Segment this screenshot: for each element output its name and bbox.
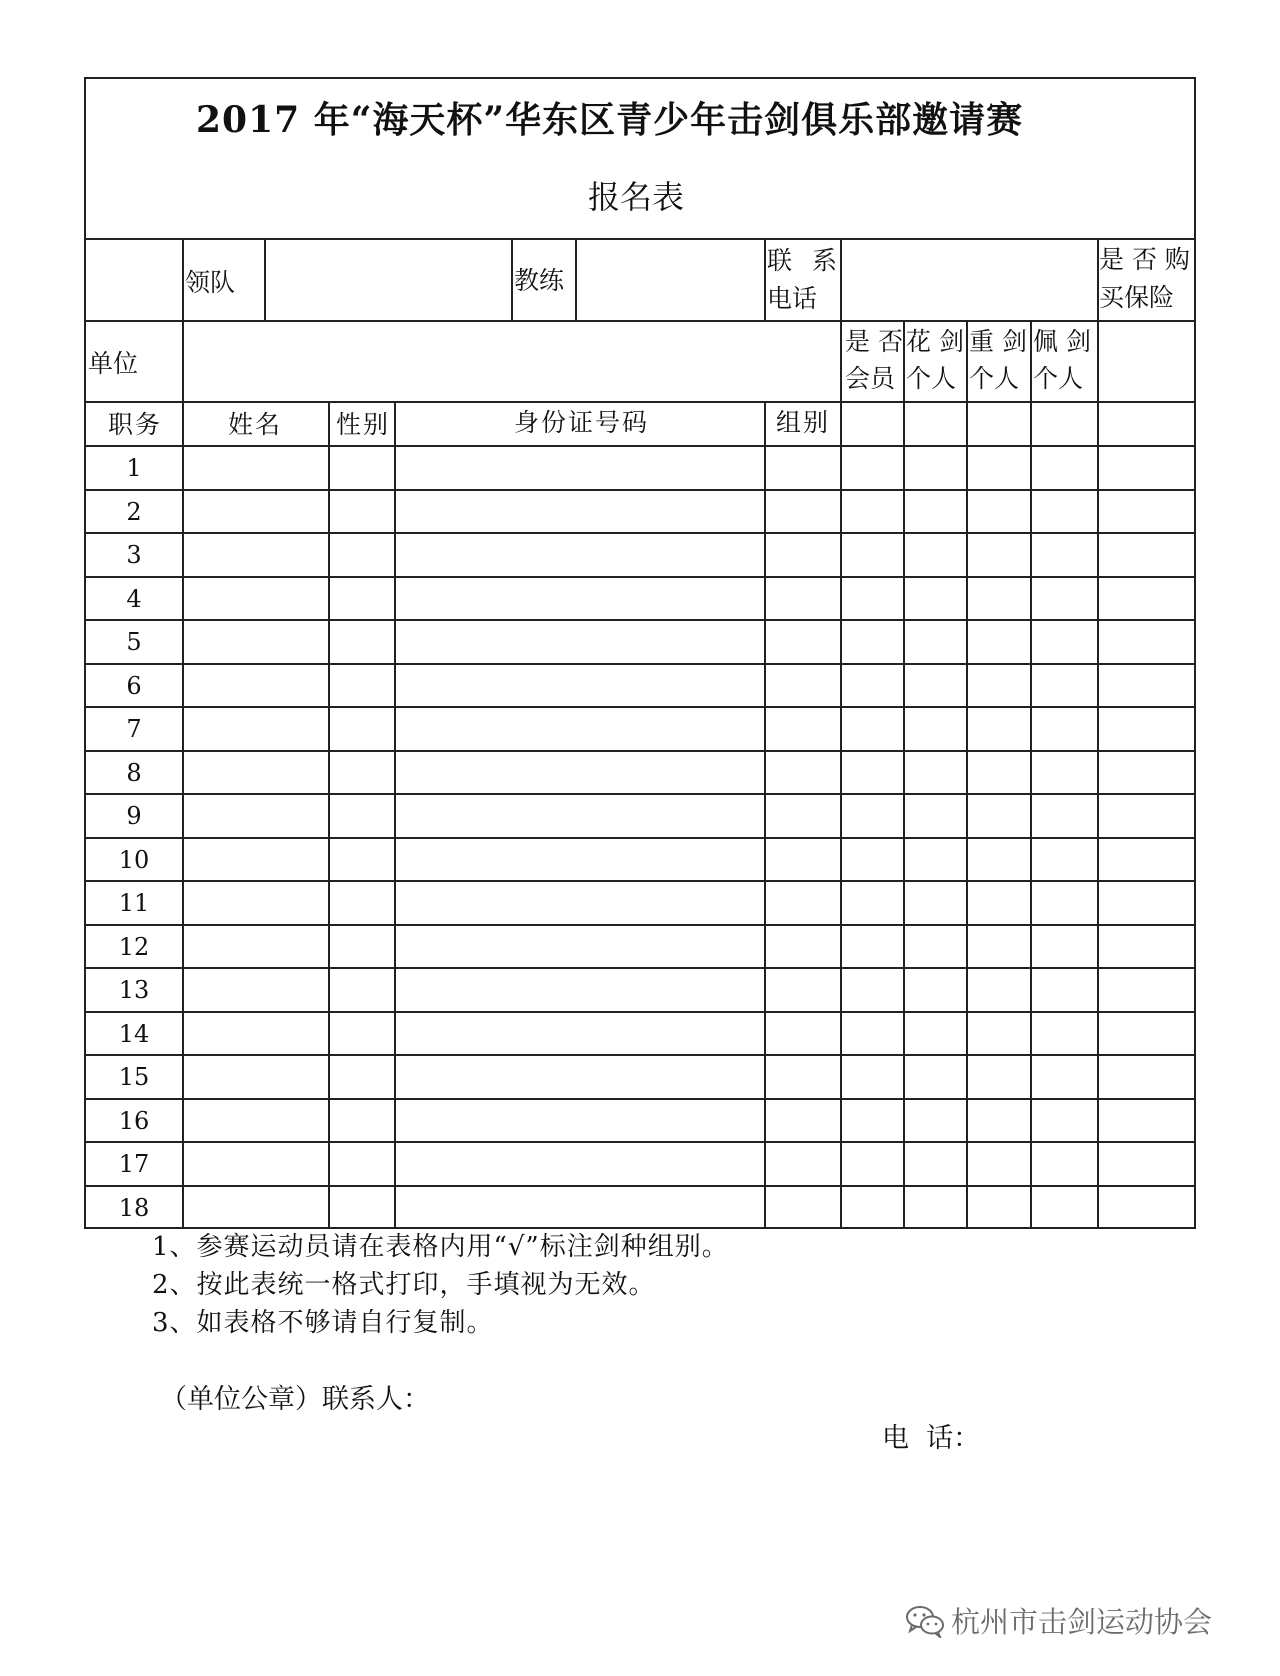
vline-coach-right (575, 238, 577, 320)
row-number: 8 (126, 759, 142, 787)
insurance-label-line2: 买保险 (1099, 283, 1175, 312)
row-number: 2 (126, 498, 142, 526)
vline-sabre (1030, 320, 1032, 1229)
row-divider (84, 750, 1196, 752)
column-name: 姓名 (228, 410, 283, 439)
form-title: 2017 年“海天杯”华东区青少年击剑俱乐部邀请赛 (196, 99, 1024, 141)
vline-name-gender (328, 401, 330, 1229)
sabre-label-line1: 佩 剑 (1033, 327, 1091, 356)
vline-leader-right (264, 238, 266, 320)
column-group: 组别 (776, 408, 831, 437)
row-divider (84, 1141, 1196, 1143)
member-label-line1: 是 否 (845, 327, 903, 356)
phone-label: 电 话： (882, 1423, 981, 1454)
vline-insurance (1097, 320, 1099, 1229)
row-number: 16 (118, 1107, 150, 1135)
row-number: 9 (126, 802, 142, 830)
row-number: 13 (118, 976, 150, 1004)
row-divider (84, 706, 1196, 708)
member-label-line2: 会员 (845, 364, 896, 393)
vline-coach-left (511, 238, 513, 320)
vline-phone-left (764, 238, 766, 320)
row-number: 10 (118, 846, 150, 874)
row-divider (84, 1054, 1196, 1056)
row-divider (84, 619, 1196, 621)
note-3: 3、如表格不够请自行复制。 (152, 1308, 494, 1338)
phone-label-line1: 联 系 (767, 246, 843, 275)
vline-foil (903, 320, 905, 1229)
unit-label: 单位 (88, 349, 139, 378)
leader-label: 领队 (185, 268, 236, 297)
vline-id-group (764, 401, 766, 1229)
wechat-icon (905, 1604, 945, 1638)
foil-label-line2: 个人 (906, 364, 957, 393)
vline-epee (966, 320, 968, 1229)
row-number: 7 (126, 715, 142, 743)
row-number: 15 (118, 1063, 150, 1091)
epee-label-line1: 重 剑 (969, 327, 1027, 356)
row-number: 1 (126, 454, 142, 482)
row-divider (84, 880, 1196, 882)
watermark (905, 1600, 1212, 1641)
row-divider (84, 576, 1196, 578)
row-divider (84, 793, 1196, 795)
row-number: 12 (118, 933, 150, 961)
epee-label-line2: 个人 (969, 364, 1020, 393)
vline-gender-id (394, 401, 396, 1229)
vline-leader-left (182, 238, 184, 320)
row-number: 18 (118, 1194, 150, 1222)
row-number: 17 (118, 1150, 150, 1178)
contact-label: （单位公章）联系人： (160, 1384, 430, 1415)
row-divider (84, 1011, 1196, 1013)
row-divider (84, 1185, 1196, 1187)
watermark-text: 杭州市击剑运动协会 (951, 1605, 1213, 1639)
row-number: 4 (126, 585, 142, 613)
column-role: 职务 (108, 410, 163, 439)
form-subtitle: 报名表 (588, 178, 685, 216)
sabre-label-line2: 个人 (1033, 364, 1084, 393)
row-divider (84, 967, 1196, 969)
column-gender: 性别 (336, 410, 391, 439)
phone-label-line2: 电话 (767, 284, 818, 313)
note-2: 2、按此表统一格式打印，手填视为无效。 (152, 1270, 656, 1300)
row-divider (84, 532, 1196, 534)
row-divider (84, 663, 1196, 665)
row-number: 11 (118, 889, 150, 917)
row-divider (84, 837, 1196, 839)
row-number: 5 (126, 628, 142, 656)
column-id-number: 身份证号码 (514, 408, 650, 437)
row-divider (84, 1098, 1196, 1100)
note-1: 1、参赛运动员请在表格内用“√”标注剑种组别。 (152, 1232, 729, 1262)
row-number: 14 (118, 1020, 150, 1048)
row-number: 3 (126, 541, 142, 569)
row-divider (84, 924, 1196, 926)
divider-under-title (84, 238, 1196, 240)
foil-label-line1: 花 剑 (906, 327, 964, 356)
vline-member (840, 320, 842, 1229)
row-number: 6 (126, 672, 142, 700)
row-divider (84, 489, 1196, 491)
coach-label: 教练 (514, 266, 565, 295)
insurance-label-line1: 是 否 购 (1099, 245, 1190, 274)
